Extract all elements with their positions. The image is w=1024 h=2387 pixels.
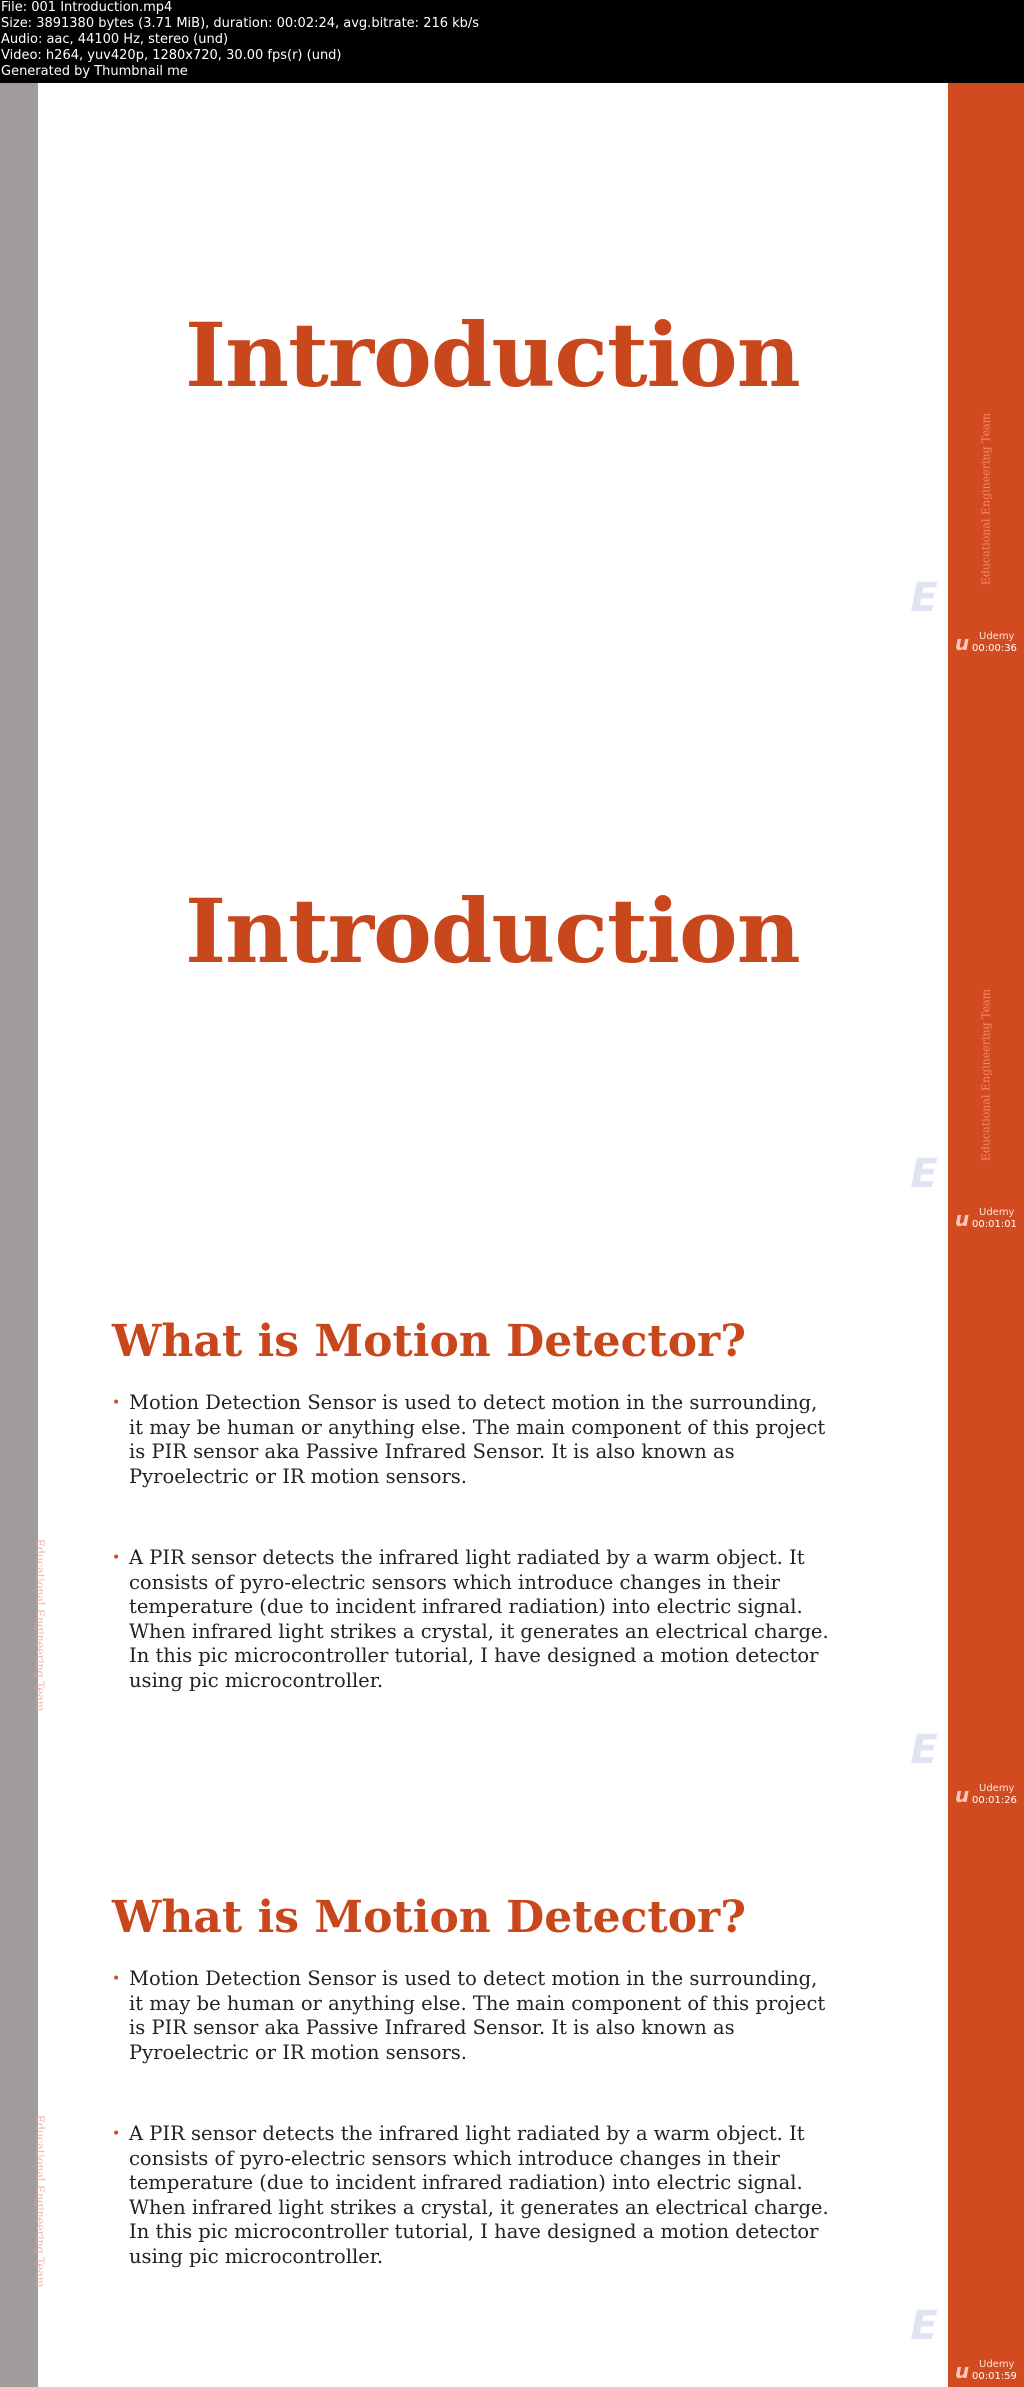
file-info-line: Audio: aac, 44100 Hz, stereo (und) [1, 32, 229, 47]
educational-engineering-logo-icon: E [910, 575, 938, 621]
left-grey-bar [0, 659, 38, 1235]
video-frame-4 [0, 1811, 1024, 2387]
slide-title: Introduction [185, 303, 800, 407]
udemy-badge [955, 1205, 1021, 1233]
udemy-logo-icon: u [955, 1207, 970, 1231]
udemy-label: Udemy [979, 2359, 1015, 2370]
right-accent-bar [948, 1235, 1024, 1811]
educational-engineering-logo-icon: E [910, 1727, 938, 1773]
udemy-logo-icon: u [955, 631, 970, 655]
bullet-dot: • [112, 2126, 121, 2142]
educational-engineering-logo-icon: E [910, 1151, 938, 1197]
video-frame-1 [0, 83, 1024, 659]
udemy-label: Udemy [979, 1783, 1015, 1794]
bullet-item [112, 1546, 832, 1693]
bullet-dot: • [112, 1550, 121, 1566]
bullet-text: Motion Detection Sensor is used to detect motion in the surrounding, it may be human or anything else. The main component of this project is PIR sensor aka Passive Infrared Sensor. It is also known as Pyroelectric or IR motion sensors. [129, 1391, 826, 1488]
udemy-badge [955, 1781, 1021, 1809]
file-info-line: File: 001 Introduction.mp4 [1, 0, 173, 15]
file-info-line: Generated by Thumbnail me [1, 64, 188, 79]
udemy-badge [955, 629, 1021, 657]
file-info-line: Size: 3891380 bytes (3.71 MiB), duration: 00:02:24, avg.bitrate: 216 kb/s [1, 16, 480, 31]
vertical-team-label: Educational Engineering Team [979, 988, 993, 1162]
udemy-label: Udemy [979, 1207, 1015, 1218]
bullet-item [112, 2122, 832, 2269]
vertical-team-label-left: Educational Engineering Team [33, 2114, 47, 2288]
bullet-item [112, 1967, 832, 2065]
udemy-logo-icon: u [955, 1783, 970, 1807]
slide-title: Introduction [185, 879, 800, 983]
vertical-team-label-left: Educational Engineering Team [33, 1538, 47, 1712]
educational-engineering-logo-icon: E [910, 2303, 938, 2349]
left-grey-bar [0, 83, 38, 659]
bullet-list [112, 1967, 832, 2269]
vertical-team-label: Educational Engineering Team [979, 412, 993, 586]
video-frame-2 [0, 659, 1024, 1235]
bullet-list [112, 1391, 832, 1693]
file-info-line: Video: h264, yuv420p, 1280x720, 30.00 fps(r) (und) [1, 48, 342, 63]
left-grey-bar [0, 1235, 38, 1811]
timestamp: 00:00:36 [972, 643, 1017, 654]
udemy-label: Udemy [979, 631, 1015, 642]
right-accent-bar [948, 1811, 1024, 2387]
udemy-logo-icon: u [955, 2359, 970, 2383]
bullet-item [112, 1391, 832, 1489]
file-info-header [0, 0, 1024, 83]
timestamp: 00:01:01 [972, 1219, 1017, 1230]
slide-title: What is Motion Detector? [112, 1892, 747, 1943]
udemy-badge [955, 2357, 1021, 2385]
slide-title: What is Motion Detector? [112, 1316, 747, 1367]
timestamp: 00:01:26 [972, 1795, 1017, 1806]
bullet-text: A PIR sensor detects the infrared light radiated by a warm object. It consists of pyro-electric sensors which introduce changes in their temperature (due to incident infrared radiation) into electric signal. When infrared light strikes a crystal, it generates an electrical charge. In this pic microcontroller tutorial, I have designed a motion detector using pic microcontroller. [129, 2122, 829, 2268]
bullet-text: Motion Detection Sensor is used to detect motion in the surrounding, it may be human or anything else. The main component of this project is PIR sensor aka Passive Infrared Sensor. It is also known as Pyroelectric or IR motion sensors. [129, 1967, 826, 2064]
timestamp: 00:01:59 [972, 2371, 1017, 2382]
left-grey-bar [0, 1811, 38, 2387]
bullet-dot: • [112, 1395, 121, 1411]
bullet-dot: • [112, 1971, 121, 1987]
bullet-text: A PIR sensor detects the infrared light radiated by a warm object. It consists of pyro-electric sensors which introduce changes in their temperature (due to incident infrared radiation) into electric signal. When infrared light strikes a crystal, it generates an electrical charge. In this pic microcontroller tutorial, I have designed a motion detector using pic microcontroller. [129, 1546, 829, 1692]
video-frame-3 [0, 1235, 1024, 1811]
